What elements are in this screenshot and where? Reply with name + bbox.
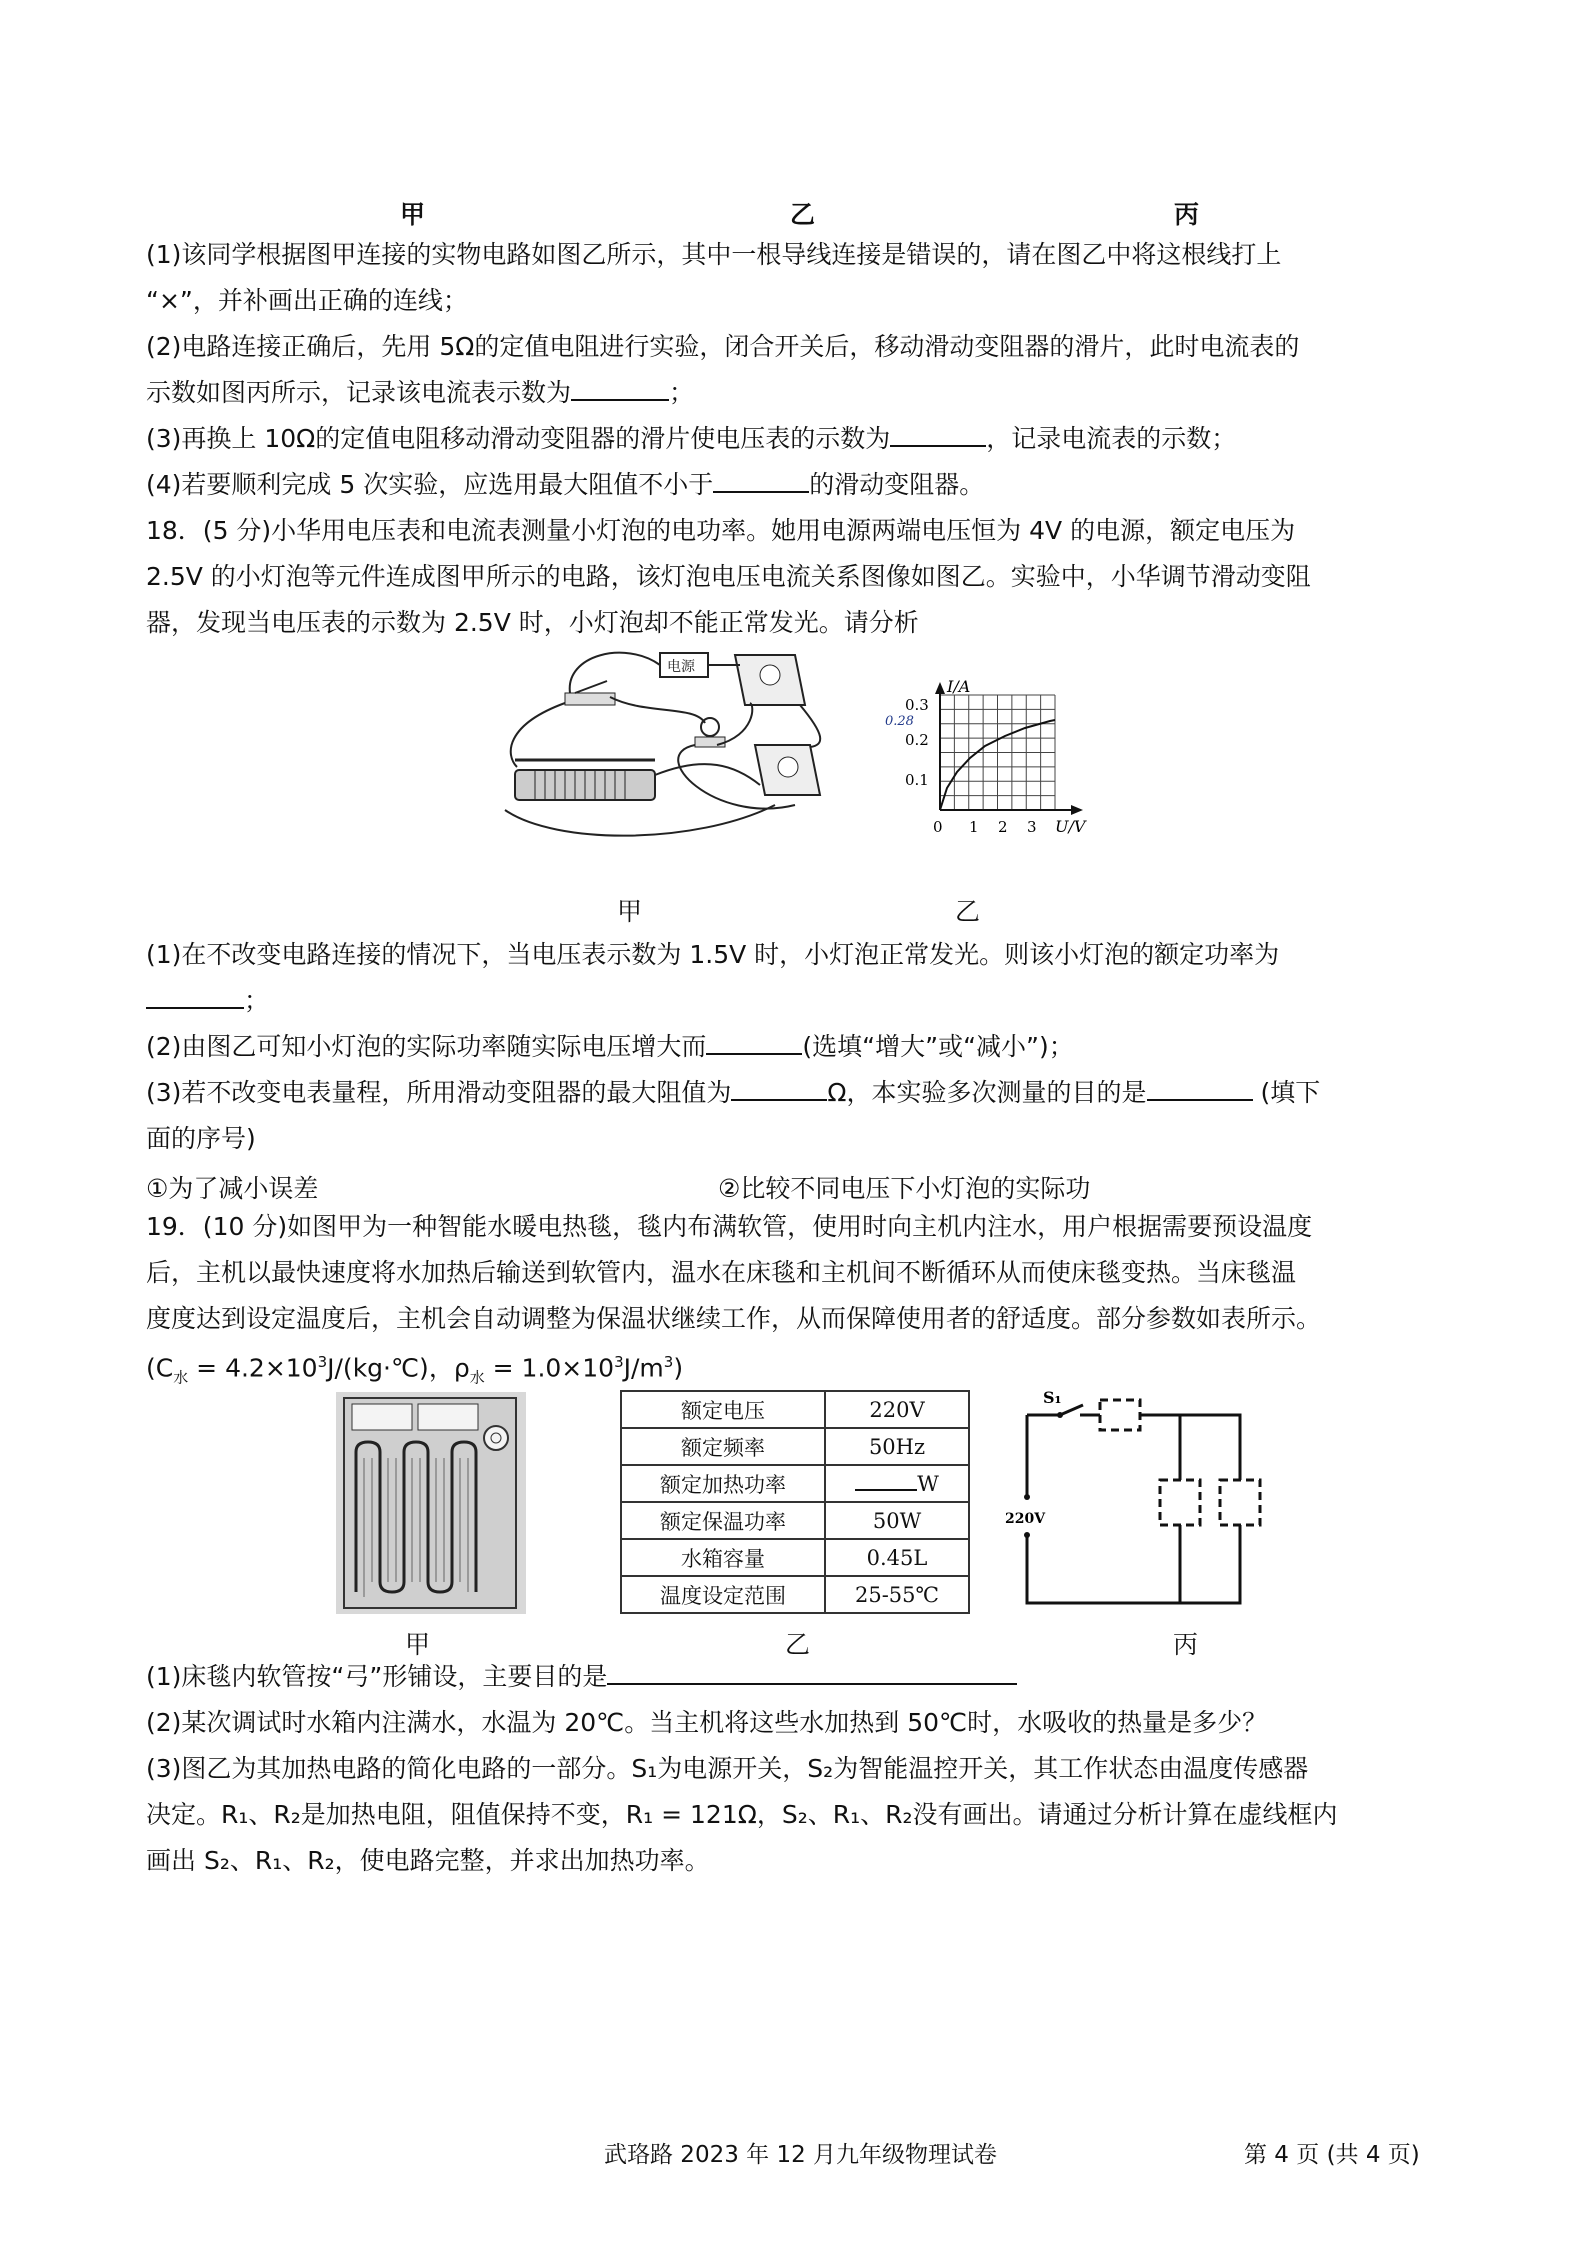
switch-label: S₁	[1043, 1388, 1062, 1407]
dashed-box-right	[1220, 1480, 1260, 1525]
q18-part1-line2	[146, 984, 269, 1018]
const-text: (C	[146, 1353, 174, 1383]
param-unit: W	[917, 1472, 939, 1496]
const-sup: 3	[614, 1353, 624, 1371]
figure-label-yi: 乙	[790, 200, 816, 229]
table-row	[621, 1576, 969, 1613]
q19-stem-line1: 19．(10 分)如图甲为一种智能水暖电热毯，毯内布满软管，使用时向主机内注水，用户根据需要预设温度	[146, 1212, 1313, 1241]
param-value: 50Hz	[825, 1428, 969, 1465]
q19-part2: (2)某次调试时水箱内注满水，水温为 20℃。当主机将这些水加热到 50℃时，水吸收的热量是多少？	[146, 1708, 1268, 1737]
q19-fig-label-bing: 丙	[1173, 1630, 1199, 1659]
dashed-box-left	[1160, 1480, 1200, 1525]
q18-part3-line1	[146, 1076, 1320, 1110]
param-value-blank	[825, 1465, 969, 1502]
const-sub: 水	[469, 1368, 485, 1387]
answer-blank[interactable]	[571, 377, 669, 401]
param-name: 额定电压	[621, 1391, 825, 1428]
q17-part1-line2: “×”，并补画出正确的连线；	[146, 286, 468, 315]
q19-fig-label-jia: 甲	[405, 1630, 431, 1659]
y-tick: 0.2	[905, 731, 929, 749]
q18-part3-text: (3)若不改变电表量程，所用滑动变阻器的最大阻值为	[146, 1078, 732, 1107]
x-tick: 2	[998, 818, 1008, 836]
table-row	[621, 1539, 969, 1576]
answer-blank[interactable]	[1147, 1077, 1253, 1101]
host-unit	[484, 1426, 508, 1450]
y-axis-label: I/A	[947, 677, 971, 696]
q17-part2-text: 示数如图丙所示，记录该电流表示数为	[146, 378, 572, 407]
q17-part4	[146, 468, 984, 502]
voltage-label: 220V	[1005, 1511, 1046, 1527]
q18-part2-text: (2)由图乙可知小灯泡的实际功率随实际电压增大而	[146, 1032, 707, 1061]
q19-heating-circuit	[1005, 1385, 1270, 1617]
param-value: 25-55℃	[825, 1576, 969, 1613]
q17-part4-end: 的滑动变阻器。	[809, 470, 985, 499]
q18-iu-graph	[885, 660, 1095, 840]
q18-circuit-figure	[495, 645, 825, 845]
q19-constants	[146, 1345, 683, 1394]
q19-stem-line2: 后，主机以最快速度将水加热后输送到软管内，温水在床毯和主机间不断循环从而使床毯变热。当床毯温	[146, 1258, 1297, 1287]
table-row	[621, 1391, 969, 1428]
q17-part3	[146, 422, 1236, 456]
q18-part3-end: (填下	[1260, 1078, 1321, 1107]
q17-part3-end: ，记录电流表的示数；	[986, 424, 1237, 453]
q18-fig-label-yi: 乙	[955, 897, 981, 926]
q18-stem-line2: 2.5V 的小灯泡等元件连成图甲所示的电路，该灯泡电压电流关系图像如图乙。实验中，小华调节滑动变阻	[146, 562, 1311, 591]
answer-blank[interactable]	[713, 469, 809, 493]
answer-blank[interactable]	[607, 1661, 1017, 1685]
q18-part1-end: ；	[244, 986, 270, 1015]
const-text: J/(kg·℃)，ρ	[327, 1353, 470, 1383]
y-tick: 0.3	[905, 696, 929, 714]
table-row	[621, 1465, 969, 1502]
q19-part3-line2: 决定。R₁、R₂是加热电阻，阻值保持不变，R₁ = 121Ω，S₂、R₁、R₂没有画出。请通过分析计算在虚线框内	[146, 1800, 1338, 1829]
q19-blanket-figure	[336, 1392, 526, 1614]
q17-part3-text: (3)再换上 10Ω的定值电阻移动滑动变阻器的滑片使电压表的示数为	[146, 424, 891, 453]
const-text: = 4.2×10	[188, 1353, 318, 1383]
const-text: = 1.0×10	[484, 1353, 615, 1383]
q18-part2	[146, 1030, 1074, 1064]
q18-option1: ①为了减小误差	[146, 1174, 319, 1203]
q18-part2-end: (选填“增大”或“减小”)；	[802, 1032, 1074, 1061]
const-text: J/m	[623, 1353, 664, 1383]
param-name: 额定频率	[621, 1428, 825, 1465]
q17-part2-line2	[146, 376, 694, 410]
q19-part1-text: (1)床毯内软管按“弓”形铺设，主要目的是	[146, 1662, 608, 1691]
dashed-box-top	[1100, 1400, 1140, 1430]
param-value: 0.45L	[825, 1539, 969, 1576]
figure-label-jia: 甲	[400, 200, 426, 229]
table-row	[621, 1502, 969, 1539]
x-tick: 1	[969, 818, 979, 836]
q19-part1	[146, 1660, 1017, 1694]
q18-fig-label-jia: 甲	[617, 897, 643, 926]
switch	[565, 693, 615, 705]
param-name: 额定保温功率	[621, 1502, 825, 1539]
answer-blank[interactable]	[706, 1031, 802, 1055]
answer-blank[interactable]	[731, 1077, 827, 1101]
q18-stem-line1: 18．(5 分)小华用电压表和电流表测量小灯泡的电功率。她用电源两端电压恒为 4V 的电源，额定电压为	[146, 516, 1296, 545]
answer-blank[interactable]	[146, 985, 244, 1009]
answer-blank[interactable]	[890, 423, 986, 447]
handwritten-note: 0.28	[885, 714, 914, 729]
x-tick: 3	[1027, 818, 1037, 836]
const-sub: 水	[173, 1368, 189, 1387]
footer-page-number: 第 4 页 (共 4 页)	[1244, 2142, 1420, 2168]
x-tick: 0	[933, 818, 943, 836]
q19-parameter-table	[620, 1390, 970, 1614]
param-name: 水箱容量	[621, 1539, 825, 1576]
param-value: 220V	[825, 1391, 969, 1428]
q17-part4-text: (4)若要顺利完成 5 次实验，应选用最大阻值不小于	[146, 470, 714, 499]
q19-part3-line1: (3)图乙为其加热电路的简化电路的一部分。S₁为电源开关，S₂为智能温控开关，其工作状态由温度传感器	[146, 1754, 1309, 1783]
q19-part3-line3: 画出 S₂、R₁、R₂，使电路完整，并求出加热功率。	[146, 1846, 710, 1875]
param-name: 温度设定范围	[621, 1576, 825, 1613]
q18-part1-line1: (1)在不改变电路连接的情况下，当电压表示数为 1.5V 时，小灯泡正常发光。则该小灯泡的额定功率为	[146, 940, 1280, 969]
footer-title: 武珞路 2023 年 12 月九年级物理试卷	[604, 2142, 998, 2168]
param-name: 额定加热功率	[621, 1465, 825, 1502]
answer-blank[interactable]	[855, 1471, 917, 1491]
const-text: )	[673, 1353, 684, 1383]
q17-part2-end: ；	[669, 378, 695, 407]
power-supply-label: 电源	[667, 659, 695, 675]
table-row	[621, 1428, 969, 1465]
x-axis-label: U/V	[1055, 817, 1086, 836]
const-sup: 3	[317, 1353, 328, 1371]
q18-option2: ②比较不同电压下小灯泡的实际功	[718, 1174, 1091, 1203]
q18-part3-mid: Ω，本实验多次测量的目的是	[827, 1078, 1147, 1107]
figure-label-bing: 丙	[1174, 200, 1200, 229]
q17-part2-line1: (2)电路连接正确后，先用 5Ω的定值电阻进行实验，闭合开关后，移动滑动变阻器的滑片，此时电流表的	[146, 332, 1300, 361]
q17-part1-line1: (1)该同学根据图甲连接的实物电路如图乙所示，其中一根导线连接是错误的，请在图乙中将这根线打上	[146, 240, 1282, 269]
q19-fig-label-yi: 乙	[785, 1630, 811, 1659]
param-value: 50W	[825, 1502, 969, 1539]
const-sup: 3	[663, 1353, 674, 1371]
q18-part3-line2: 面的序号)	[146, 1124, 256, 1153]
q18-stem-line3: 器，发现当电压表的示数为 2.5V 时，小灯泡却不能正常发光。请分析	[146, 608, 919, 637]
y-tick: 0.1	[905, 771, 929, 789]
q19-stem-line3: 度度达到设定温度后，主机会自动调整为保温状继续工作，从而保障使用者的舒适度。部分参数如表所示。	[146, 1304, 1322, 1333]
